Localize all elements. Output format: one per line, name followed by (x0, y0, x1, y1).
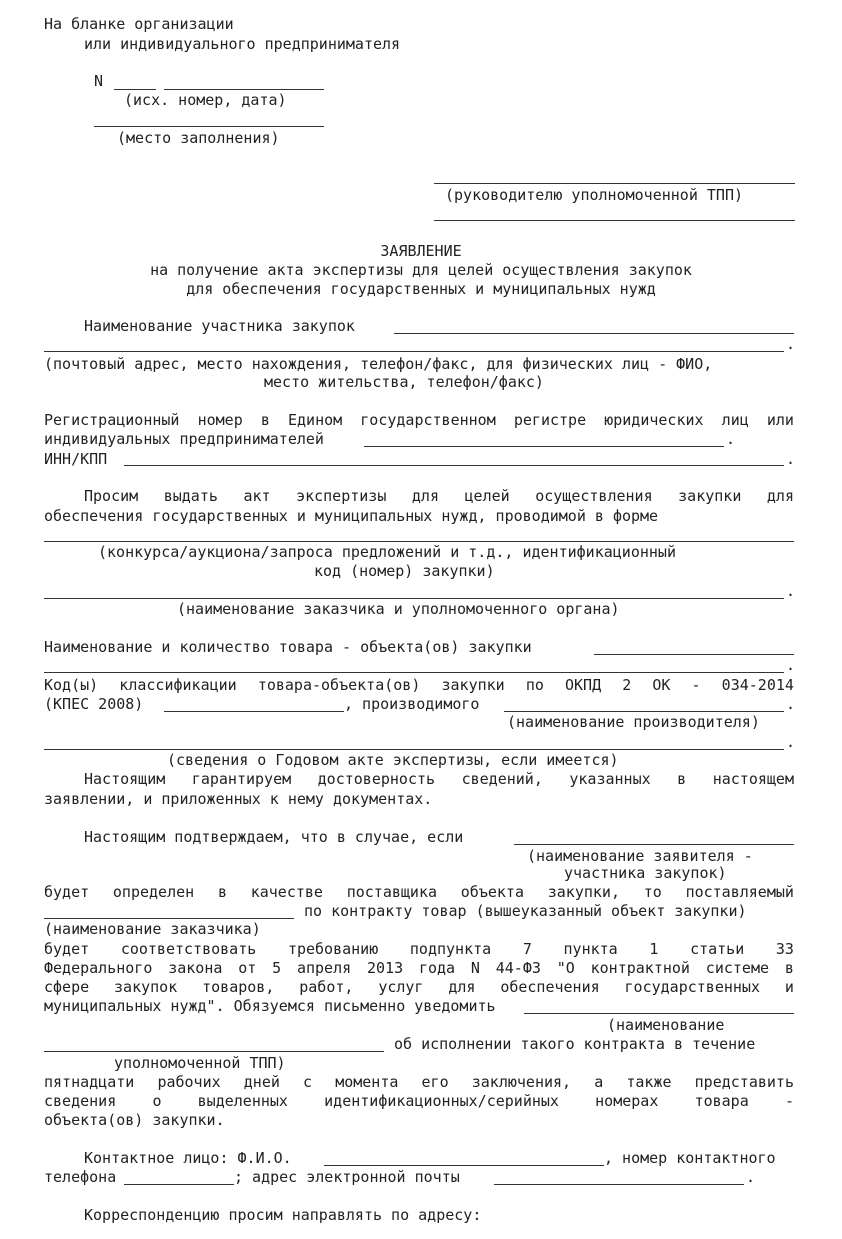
confirm-line-2: будет определен в качестве поставщика объекта закупки, то поставляемый (44, 883, 794, 901)
goods-name-field[interactable] (594, 654, 794, 655)
tpp-hint-1: (наименование (607, 1016, 725, 1034)
request-line-2: обеспечения государственных и муниципальных нужд, проводимой в форме (44, 507, 659, 525)
procurement-form-field[interactable] (44, 541, 794, 542)
number-date-hint: (исх. номер, дата) (124, 91, 287, 109)
execution-text: об исполнении такого контракта в течение (394, 1035, 756, 1053)
produced-dot: . (786, 695, 796, 713)
tpp-hint-2: уполномоченной ТПП) (114, 1054, 286, 1072)
email-field[interactable] (494, 1184, 744, 1185)
recipient-hint: (руководителю уполномоченной ТПП) (445, 186, 744, 204)
email-label: ; адрес электронной почты (234, 1168, 460, 1186)
document-heading: ЗАЯВЛЕНИЕ (380, 242, 462, 260)
registry-line-1: Регистрационный номер в Едином государственном регистре юридических лиц или (44, 411, 794, 429)
recipient-field-2[interactable] (434, 220, 795, 221)
contract-customer-hint: (наименование заказчика) (44, 920, 261, 938)
participant-hint-2: место жительства, телефон/факс) (264, 373, 544, 391)
applicant-hint-2: участника закупок) (564, 864, 727, 882)
contact-name-field[interactable] (324, 1165, 604, 1166)
correspondence-label: Корреспонденцию просим направлять по адресу: (84, 1206, 482, 1224)
procurement-form-hint-1: (конкурса/аукциона/запроса предложений и т.д., идентификационный (98, 543, 676, 561)
customer-field[interactable] (44, 598, 784, 599)
contract-customer-field[interactable] (44, 918, 294, 919)
inn-kpp-label: ИНН/КПП (44, 450, 108, 468)
contact-label: Контактное лицо: Ф.И.О. (84, 1149, 292, 1167)
participant-hint-1: (почтовый адрес, место нахождения, телефон/факс, для физических лиц - ФИО, (44, 355, 713, 373)
goods-dot: . (786, 656, 796, 674)
phone-label: , номер контактного (604, 1149, 776, 1167)
contract-text: по контракту товар (вышеуказанный объект закупки) (304, 902, 747, 920)
okpd-line: Код(ы) классификации товара-объекта(ов) закупки по ОКПД 2 ОК - 034-2014 (44, 676, 794, 694)
annual-act-field[interactable] (44, 749, 784, 750)
producer-field[interactable] (504, 711, 784, 712)
tpp-name-field[interactable] (44, 1051, 384, 1052)
goods-quantity-field[interactable] (44, 672, 784, 673)
annual-act-dot: . (786, 733, 796, 751)
customer-dot: . (786, 582, 796, 600)
applicant-field[interactable] (514, 844, 794, 845)
customer-hint: (наименование заказчика и уполномоченного органа) (177, 600, 620, 618)
recipient-field-1[interactable] (434, 183, 795, 184)
confirm-line-6: муниципальных нужд". Обязуемся письменно уведомить (44, 997, 496, 1015)
okpd-code-field[interactable] (164, 711, 344, 712)
confirm-line-7: пятнадцати рабочих дней с момента его заключения, а также представить (44, 1073, 794, 1091)
document-subtitle-1: на получение акта экспертизы для целей осуществления закупок (150, 261, 692, 279)
participant-label: Наименование участника закупок (84, 317, 355, 335)
registry-dot: . (726, 430, 736, 448)
blank-line-2: или индивидуального предпринимателя (84, 35, 401, 53)
confirm-line-5: сфере закупок товаров, работ, услуг для обеспечения государственных и (44, 978, 794, 996)
procurement-form-hint-2: код (номер) закупки) (314, 562, 495, 580)
confirm-line-1: Настоящим подтверждаем, что в случае, если (84, 828, 464, 846)
confirm-line-8: сведения о выделенных идентификационных/серийных номерах товара - (44, 1092, 794, 1110)
outgoing-number-field[interactable] (114, 89, 156, 90)
contact-dot: . (746, 1168, 756, 1186)
guarantee-line-1: Настоящим гарантируем достоверность сведений, указанных в настоящем (84, 770, 794, 788)
document-subtitle-2: для обеспечения государственных и муниципальных нужд (186, 280, 656, 298)
annual-act-hint: (сведения о Годовом акте экспертизы, если имеется) (167, 751, 619, 769)
participant-address-field[interactable] (44, 351, 784, 352)
participant-name-field[interactable] (394, 333, 794, 334)
request-line-1: Просим выдать акт экспертизы для целей осуществления закупки для (84, 487, 794, 505)
phone-field[interactable] (124, 1184, 234, 1185)
confirm-line-9: объекта(ов) закупки. (44, 1111, 225, 1129)
registry-line-2: индивидуальных предпринимателей (44, 430, 324, 448)
kpes-label: (КПЕС 2008) (44, 695, 144, 713)
participant-dot: . (786, 335, 796, 353)
guarantee-line-2: заявлении, и приложенных к нему документах. (44, 790, 433, 808)
applicant-hint-1: (наименование заявителя - (527, 847, 753, 865)
produced-label: , производимого (344, 695, 480, 713)
blank-line-1: На бланке организации (44, 15, 234, 33)
outgoing-date-field[interactable] (164, 89, 324, 90)
number-label: N (94, 72, 104, 90)
goods-label: Наименование и количество товара - объекта(ов) закупки (44, 638, 532, 656)
phone-word: телефона (44, 1168, 117, 1186)
confirm-line-4: Федерального закона от 5 апреля 2013 года N 44-ФЗ "О контрактной системе в (44, 959, 794, 977)
producer-hint: (наименование производителя) (507, 713, 760, 731)
registry-number-field[interactable] (364, 446, 724, 447)
inn-kpp-dot: . (786, 450, 796, 468)
place-hint: (место заполнения) (117, 129, 280, 147)
place-field[interactable] (94, 126, 324, 127)
tpp-notify-field[interactable] (524, 1013, 794, 1014)
inn-kpp-field[interactable] (124, 465, 784, 466)
confirm-line-3: будет соответствовать требованию подпункта 7 пункта 1 статьи 33 (44, 940, 794, 958)
